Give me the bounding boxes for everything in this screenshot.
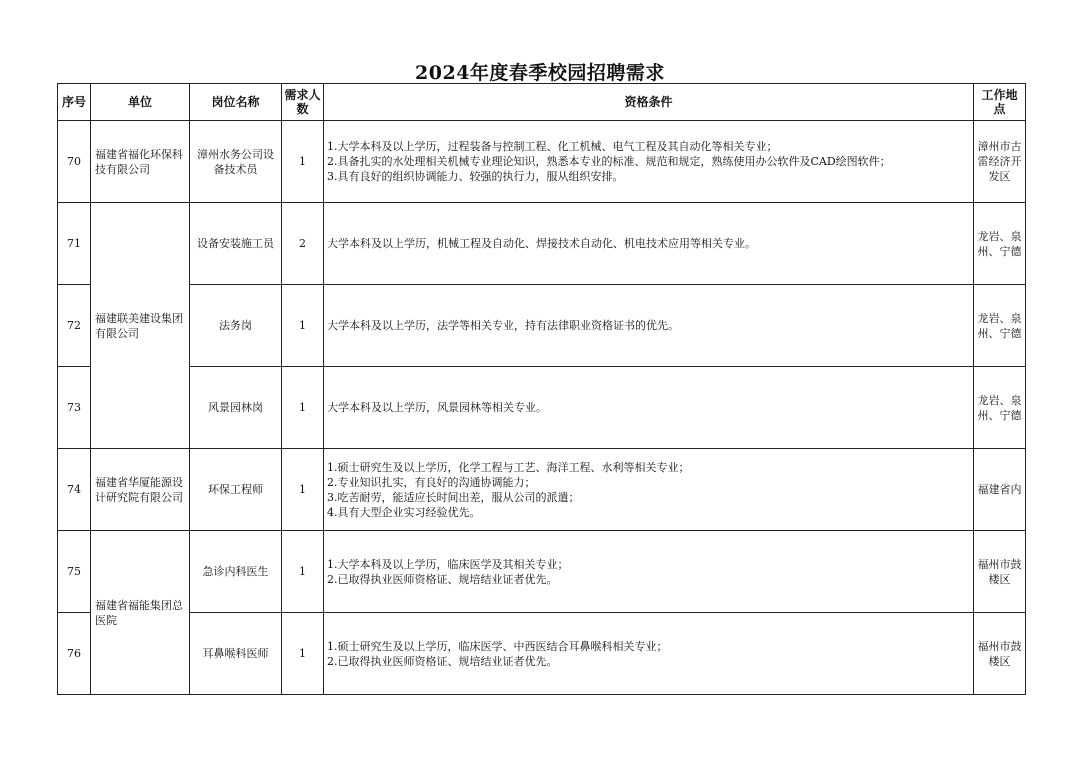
requirement-line: 4.具有大型企业实习经验优先。 xyxy=(327,505,481,519)
row-position: 法务岗 xyxy=(190,285,282,367)
row-position: 设备安装施工员 xyxy=(190,203,282,285)
requirement-line: 1.硕士研究生及以上学历，化学工程与工艺、海洋工程、水利等相关专业； xyxy=(327,460,690,474)
header-position: 岗位名称 xyxy=(190,84,282,121)
row-location: 漳州市古雷经济开发区 xyxy=(974,121,1026,203)
row-requirements xyxy=(324,367,974,449)
row-requirements xyxy=(324,121,974,203)
row-no: 74 xyxy=(58,449,91,531)
requirement-line: 2.专业知识扎实，有良好的沟通协调能力； xyxy=(327,475,536,489)
table-row xyxy=(58,367,1026,449)
table-row xyxy=(58,203,1026,285)
requirement-line: 3.吃苦耐劳，能适应长时间出差，服从公司的派遣； xyxy=(327,490,580,504)
table-row xyxy=(58,531,1026,613)
row-position: 漳州水务公司设备技术员 xyxy=(190,121,282,203)
row-requirements xyxy=(324,203,974,285)
table-header-row xyxy=(58,84,1026,121)
row-requirements xyxy=(324,285,974,367)
row-count: 1 xyxy=(282,367,324,449)
row-count: 1 xyxy=(282,613,324,695)
row-count: 1 xyxy=(282,449,324,531)
row-location: 龙岩、泉州、宁德 xyxy=(974,203,1026,285)
header-unit: 单位 xyxy=(91,84,190,121)
row-no: 71 xyxy=(58,203,91,285)
header-count: 需求人数 xyxy=(282,84,324,121)
row-requirements xyxy=(324,449,974,531)
row-count: 2 xyxy=(282,203,324,285)
row-position: 急诊内科医生 xyxy=(190,531,282,613)
row-unit: 福建省福化环保科技有限公司 xyxy=(91,121,190,203)
row-position: 环保工程师 xyxy=(190,449,282,531)
requirement-line: 大学本科及以上学历，机械工程及自动化、焊接技术自动化、机电技术应用等相关专业。 xyxy=(327,237,756,250)
header-no: 序号 xyxy=(58,84,91,121)
table-row xyxy=(58,449,1026,531)
header-location: 工作地点 xyxy=(974,84,1026,121)
row-requirements xyxy=(324,531,974,613)
row-no: 72 xyxy=(58,285,91,367)
row-requirements xyxy=(324,613,974,695)
table-row xyxy=(58,285,1026,367)
row-unit: 福建联美建设集团有限公司 xyxy=(91,203,190,449)
requirement-line: 1.大学本科及以上学历，过程装备与控制工程、化工机械、电气工程及其自动化等相关专业； xyxy=(327,140,778,153)
row-position: 耳鼻喉科医师 xyxy=(190,613,282,695)
row-unit: 福建省福能集团总医院 xyxy=(91,531,190,695)
requirement-line: 2.已取得执业医师资格证、规培结业证者优先。 xyxy=(327,654,558,668)
requirement-line: 大学本科及以上学历，风景园林等相关专业。 xyxy=(327,401,547,414)
row-unit: 福建省华厦能源设计研究院有限公司 xyxy=(91,449,190,531)
requirement-line: 2.具备扎实的水处理相关机械专业理论知识，熟悉本专业的标准、规范和规定，熟练使用办公软件及CAD绘图软件； xyxy=(327,155,891,168)
recruitment-table xyxy=(57,83,1026,695)
row-count: 1 xyxy=(282,531,324,613)
row-count: 1 xyxy=(282,121,324,203)
row-position: 风景园林岗 xyxy=(190,367,282,449)
row-no: 73 xyxy=(58,367,91,449)
row-location: 福州市鼓楼区 xyxy=(974,613,1026,695)
requirement-line: 大学本科及以上学历，法学等相关专业，持有法律职业资格证书的优先。 xyxy=(327,319,679,332)
row-no: 75 xyxy=(58,531,91,613)
requirement-line: 3.具有良好的组织协调能力、较强的执行力，服从组织安排。 xyxy=(327,170,624,183)
table-row xyxy=(58,121,1026,203)
page-title: 2024年度春季校园招聘需求 xyxy=(415,62,665,84)
row-count: 1 xyxy=(282,285,324,367)
row-location: 龙岩、泉州、宁德 xyxy=(974,285,1026,367)
row-no: 70 xyxy=(58,121,91,203)
requirement-line: 2.已取得执业医师资格证、规培结业证者优先。 xyxy=(327,572,558,586)
requirement-line: 1.大学本科及以上学历，临床医学及其相关专业； xyxy=(327,557,569,571)
requirement-line: 1.硕士研究生及以上学历，临床医学、中西医结合耳鼻喉科相关专业； xyxy=(327,639,668,653)
row-location: 福建省内 xyxy=(974,449,1026,531)
table-row xyxy=(58,613,1026,695)
row-no: 76 xyxy=(58,613,91,695)
row-location: 龙岩、泉州、宁德 xyxy=(974,367,1026,449)
header-requirements: 资格条件 xyxy=(324,84,974,121)
row-location: 福州市鼓楼区 xyxy=(974,531,1026,613)
